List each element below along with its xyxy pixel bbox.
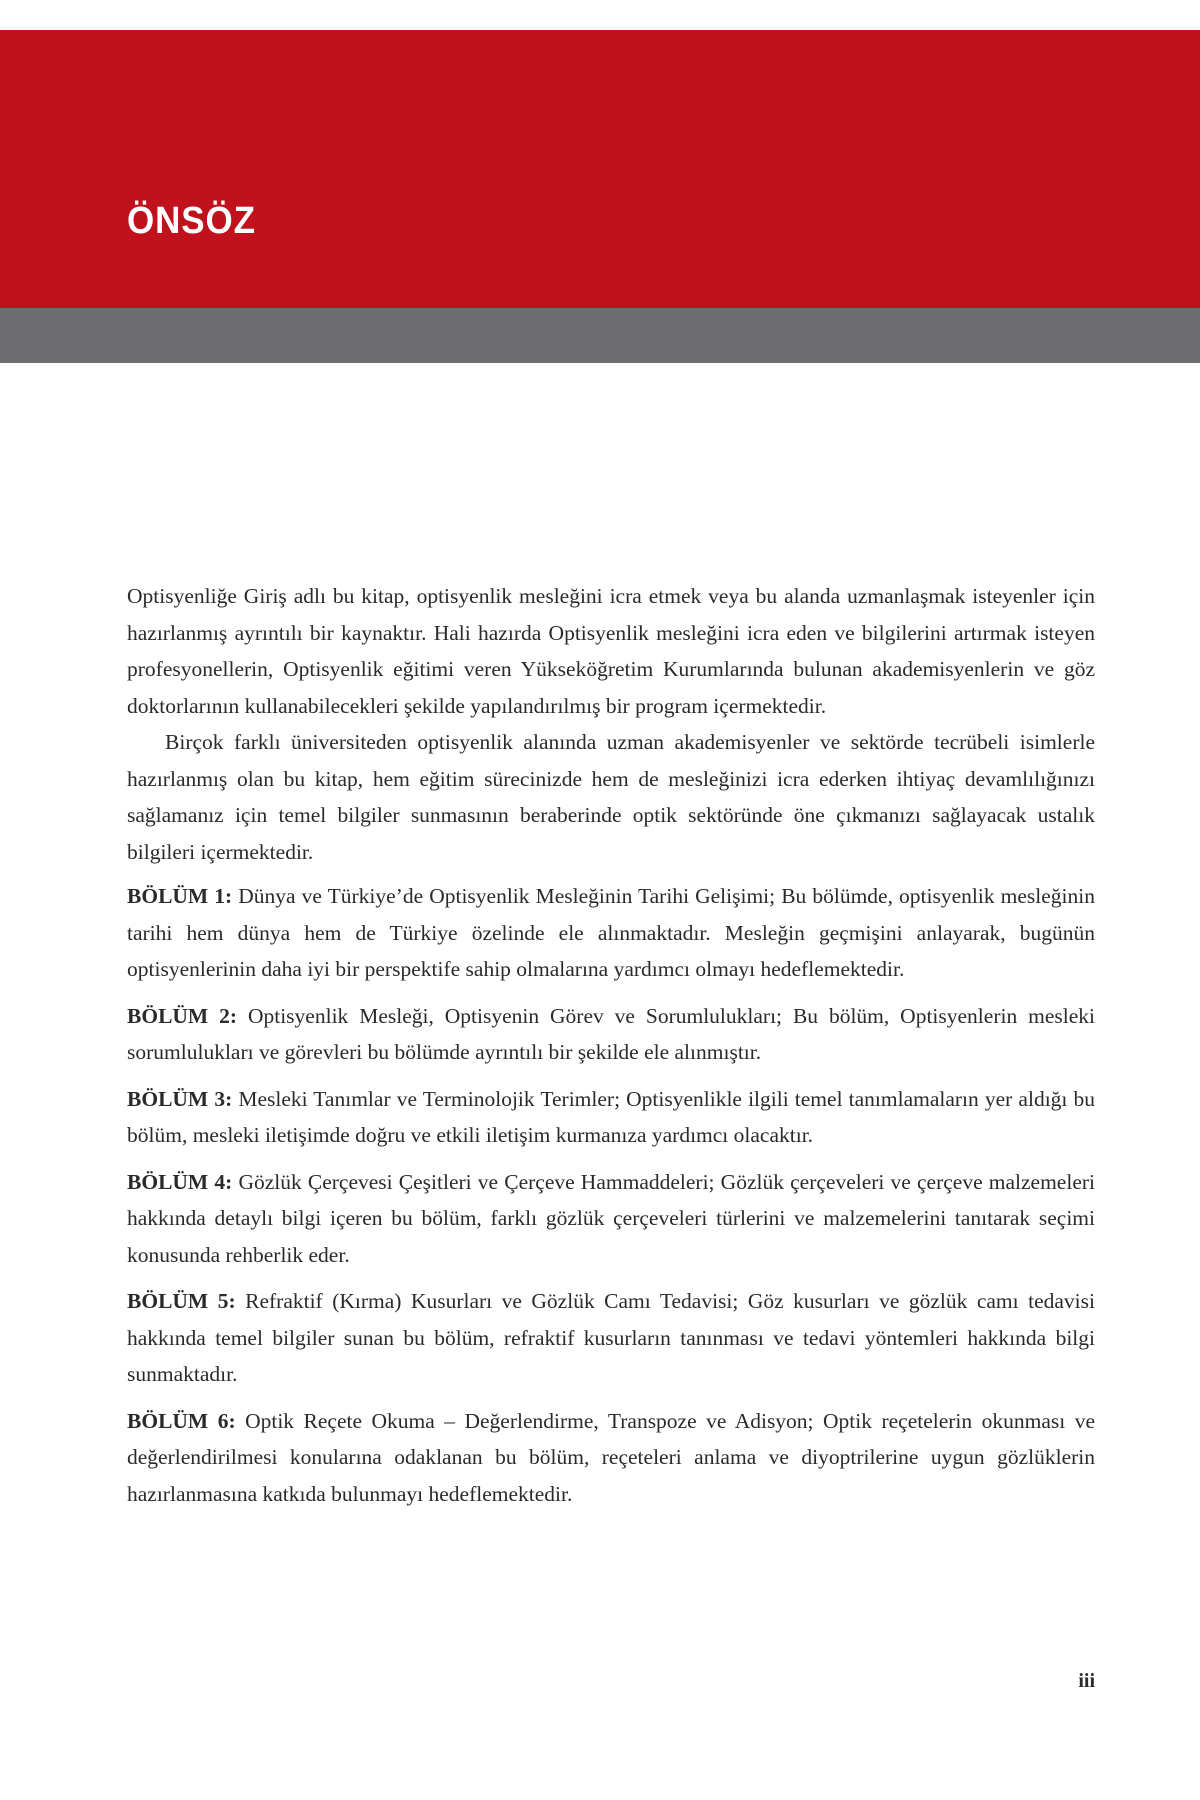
preface-body xyxy=(127,578,1095,1512)
chapter-label: BÖLÜM 3: xyxy=(127,1086,233,1111)
chapter-description: Gözlük Çerçevesi Çeşitleri ve Çerçeve Hammaddeleri; Gözlük çerçeveleri ve çerçeve malzemeleri hakkında detaylı bilgi içeren bu bölüm, farklı gözlük çerçeveleri türlerini ve malzemelerini tanıtarak seçimi konusunda rehberlik eder. xyxy=(127,1169,1096,1267)
chapter-label: BÖLÜM 4: xyxy=(127,1169,233,1194)
chapter-summary-2 xyxy=(127,998,1095,1071)
header-banner xyxy=(0,30,1200,308)
chapter-summary-4 xyxy=(127,1164,1095,1274)
chapter-description: Mesleki Tanımlar ve Terminolojik Terimler; Optisyenlikle ilgili temel tanımlamaların yer aldığı bu bölüm, mesleki iletişimde doğru ve etkili iletişim kurmanıza yardımcı olacaktır. xyxy=(127,1086,1095,1147)
chapter-summary-3 xyxy=(127,1081,1095,1154)
chapter-summary-6 xyxy=(127,1403,1095,1513)
intro-paragraph: Birçok farklı üniversiteden optisyenlik alanında uzman akademisyenler ve sektörde tecrübeli isimlerle hazırlanmış olan bu kitap, hem eğitim sürecinizde hem de mesleğinizi icra ederken ihtiyaç devamlılığınızı sağlamanız için temel bilgiler sunmasının beraberinde optik sektöründe öne çıkmanızı sağlayacak ustalık bilgileri içermektedir. xyxy=(127,730,1095,864)
chapter-label: BÖLÜM 1: xyxy=(127,884,233,908)
chapter-label: BÖLÜM 5: xyxy=(127,1289,236,1313)
page-title: ÖNSÖZ xyxy=(127,200,256,242)
chapter-label: BÖLÜM 2: xyxy=(127,1003,238,1028)
chapter-label: BÖLÜM 6: xyxy=(127,1408,236,1433)
intro-paragraph: Optisyenliğe Giriş adlı bu kitap, optisyenlik mesleğini icra etmek veya bu alanda uzmanlaşmak isteyenler için hazırlanmış ayrıntılı bir kaynaktır. Hali hazırda Optisyenlik mesleğini icra eden ve bilgilerini artırmak isteyen profesyonellerin, Optisyenlik eğitimi veren Yükseköğretim Kurumlarında bulunan akademisyenlerin ve göz doktorlarının kullanabilecekleri şekilde yapılandırılmış bir program içermektedir. xyxy=(127,584,1095,718)
page-number: iii xyxy=(1078,1670,1095,1692)
chapter-description: Refraktif (Kırma) Kusurları ve Gözlük Camı Tedavisi; Göz kusurları ve gözlük camı tedavisi hakkında temel bilgiler sunan bu bölüm, refraktif kusurların tanınması ve tedavi yöntemleri hakkında bilgi sunmaktadır. xyxy=(127,1289,1095,1386)
chapter-description: Dünya ve Türkiye’de Optisyenlik Mesleğinin Tarihi Gelişimi; Bu bölümde, optisyenlik mesleğinin tarihi hem dünya hem de Türkiye özelinde ele alınmaktadır. Mesleğin geçmişini anlayarak, bugünün optisyenlerinin daha iyi bir perspektife sahip olmalarına yardımcı olmayı hedeflemektedir. xyxy=(127,884,1095,981)
chapter-description: Optik Reçete Okuma – Değerlendirme, Transpoze ve Adisyon; Optik reçetelerin okunması ve değerlendirilmesi konularına odaklanan bu bölüm, reçeteleri anlama ve diyoptrilerine uygun gözlüklerin hazırlanmasına katkıda bulunmayı hedeflemektedir. xyxy=(127,1408,1095,1506)
header-gray-band xyxy=(0,308,1200,363)
chapter-summary-1 xyxy=(127,878,1095,988)
chapter-description: Optisyenlik Mesleği, Optisyenin Görev ve Sorumlulukları; Bu bölüm, Optisyenlerin mesleki sorumlulukları ve görevleri bu bölümde ayrıntılı bir şekilde ele alınmıştır. xyxy=(127,1003,1095,1064)
chapter-summary-5 xyxy=(127,1283,1095,1393)
